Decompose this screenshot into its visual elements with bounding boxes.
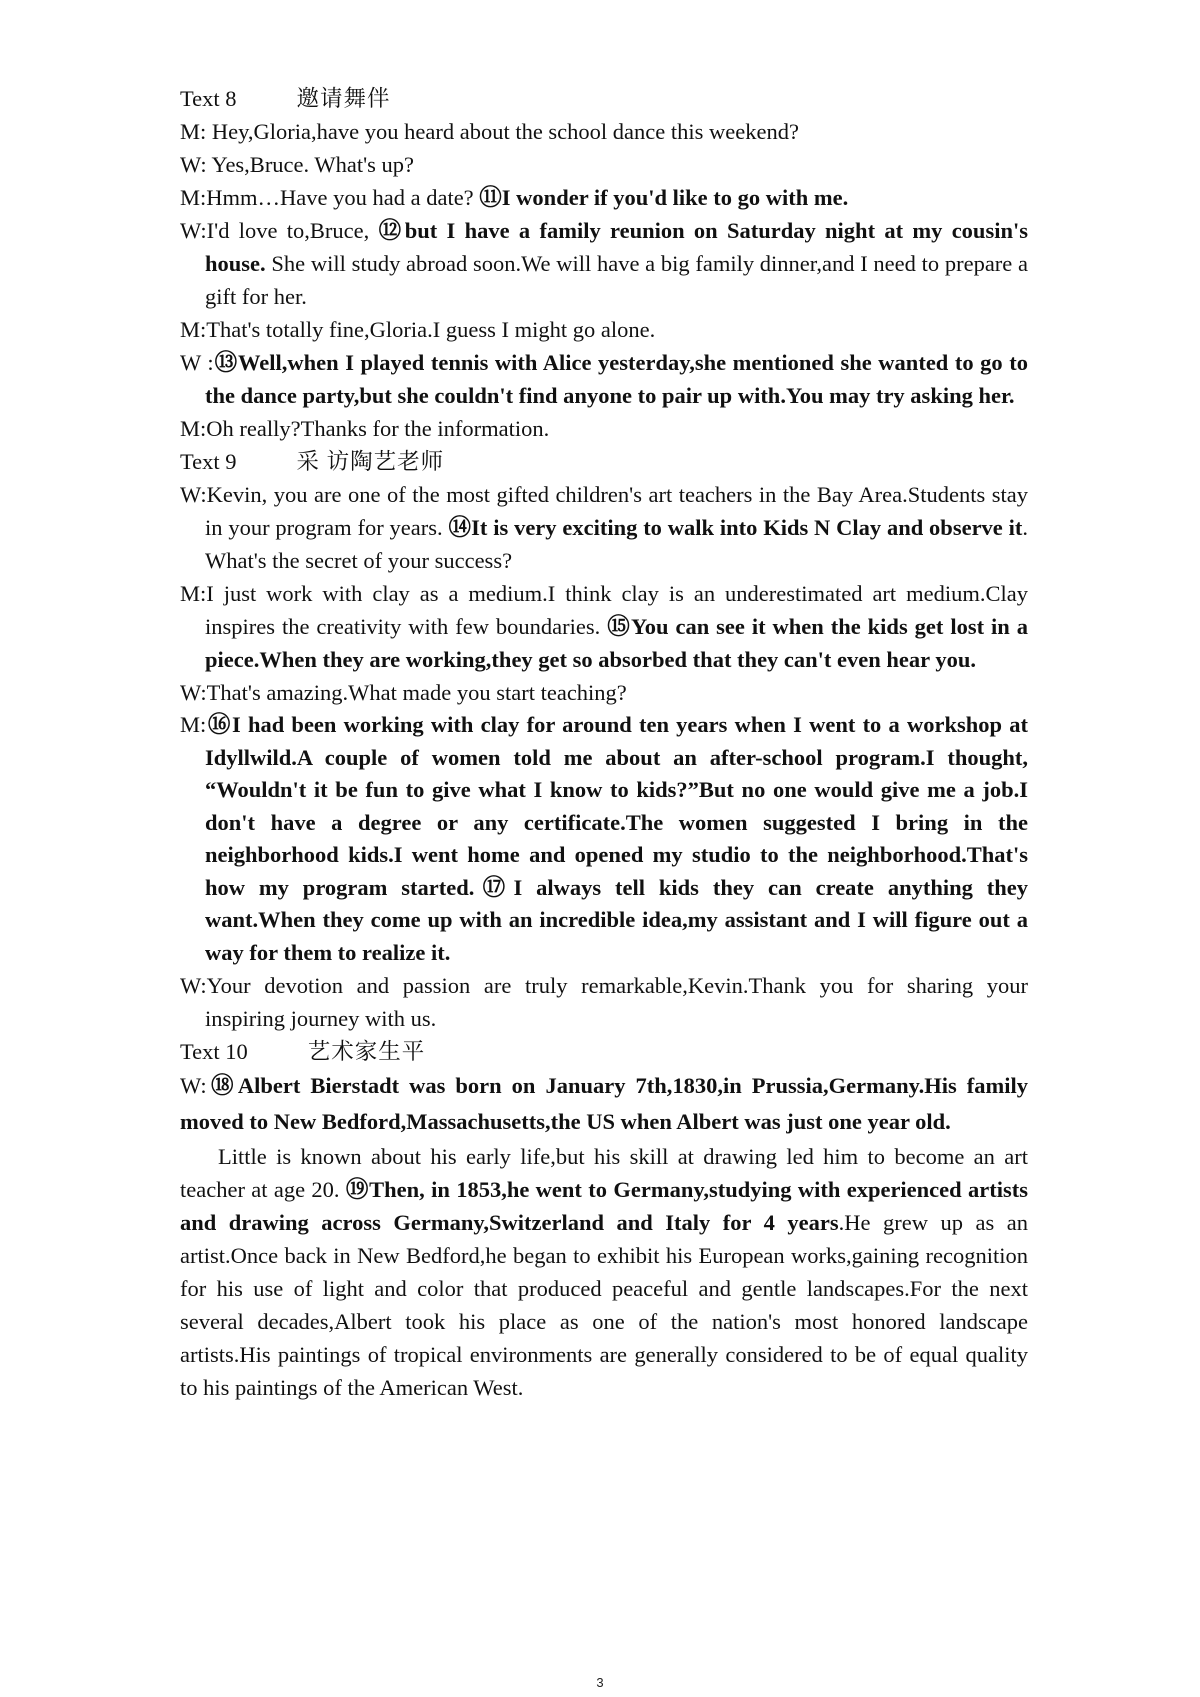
dialogue-line <box>180 969 1028 1035</box>
dialogue-line <box>180 577 1028 676</box>
dialogue-text: W:Your devotion and passion are truly remarkable,Kevin.Thank you for sharing your inspiring journey with us. <box>180 973 1028 1031</box>
dialogue-text: W : <box>180 350 214 375</box>
section-label: Text 10 <box>180 1039 248 1064</box>
section-label: Text 8 <box>180 86 237 111</box>
dialogue-line <box>180 346 1028 412</box>
dialogue-text: W:Kevin, you are one of the most gifted children's art teachers in the Bay Area.Students stay in your program for years. <box>180 482 1028 540</box>
dialogue-text: W: Yes,Bruce. What's up? <box>180 152 415 177</box>
key-sentence: ⑪I wonder if you'd like to go with me. <box>479 185 849 210</box>
key-sentence: ⑫but I have a family reunion on Saturday night at my cousin's house. <box>205 218 1028 276</box>
dialogue-text: W: <box>180 1073 207 1098</box>
dialogue-line <box>180 709 1028 969</box>
dialogue-text: M: Hey,Gloria,have you heard about the school dance this weekend? <box>180 119 799 144</box>
dialogue-text: . What's the secret of your success? <box>205 515 1028 573</box>
dialogue-line <box>180 181 1028 214</box>
narrative-paragraph <box>180 1140 1028 1404</box>
key-sentence: ⑱Albert Bierstadt was born on January 7th,1830,in Prussia,Germany.His family moved to New Bedford,Massachusetts,the US when Albert was just one year old. <box>180 1073 1028 1134</box>
dialogue-text: W:That's amazing.What made you start teaching? <box>180 680 627 705</box>
dialogue-line <box>180 148 1028 181</box>
dialogue-text: M:That's totally fine,Gloria.I guess I might go alone. <box>180 317 656 342</box>
text8-heading <box>180 82 1028 115</box>
paragraph-text: Little is known about his early life,but his skill at drawing led him to become an art teacher at age 20. <box>180 1144 1028 1202</box>
dialogue-text: M: <box>180 712 207 737</box>
text10-heading <box>180 1035 1028 1068</box>
dialogue-text: M:I just work with clay as a medium.I think clay is an underestimated art medium.Clay inspires the creativity with few boundaries. <box>180 581 1028 639</box>
narrative-paragraph <box>180 1068 1028 1140</box>
text9-heading <box>180 445 1028 478</box>
dialogue-text: She will study abroad soon.We will have a big family dinner,and I need to prepare a gift for her. <box>205 251 1028 309</box>
dialogue-line <box>180 214 1028 313</box>
key-sentence: ⑮You can see it when the kids get lost in a piece.When they are working,they get so absorbed that they can't even hear you. <box>205 614 1028 672</box>
dialogue-line <box>180 412 1028 445</box>
dialogue-line <box>180 115 1028 148</box>
document-page <box>180 82 1028 1404</box>
key-sentence: ⑲Then, in 1853,he went to Germany,studying with experienced artists and drawing across Germany,Switzerland and Italy for 4 years <box>180 1177 1028 1235</box>
dialogue-line <box>180 676 1028 709</box>
section-chinese-title: 艺术家生平 <box>307 1039 426 1064</box>
section-chinese-title: 采 访陶艺老师 <box>296 449 445 474</box>
paragraph-text: .He grew up as an artist.Once back in New Bedford,he began to exhibit his European works,gaining recognition for his use of light and color that produced peaceful and gentle landscapes.For the next several decades,Albert took his place as one of the nation's most honored landscape artists.His paintings of tropical environments are generally considered to be of equal quality to his paintings of the American West. <box>180 1210 1028 1400</box>
dialogue-text: W:I'd love to,Bruce, <box>180 218 379 243</box>
page-number: 3 <box>596 1675 604 1690</box>
key-sentence: ⑬Well,when I played tennis with Alice yesterday,she mentioned she wanted to go to the dance party,but she couldn't find anyone to pair up with.You may try asking her. <box>205 350 1028 408</box>
dialogue-line <box>180 313 1028 346</box>
dialogue-line <box>180 478 1028 577</box>
key-sentence: ⑭It is very exciting to walk into Kids N Clay and observe it <box>448 515 1023 540</box>
key-sentence: ⑯I had been working with clay for around ten years when I went to a workshop at Idyllwild.A couple of women told me about an after-school program.I thought, “Wouldn't it be fun to give what I know to kids?”But no one would give me a job.I don't have a degree or any certificate.The women suggested I bring in the neighborhood kids.I went home and opened my studio to the neighborhood.That's how my program started.⑰I always tell kids they can create anything they want.When they come up with an incredible idea,my assistant and I will figure out a way for them to realize it. <box>205 712 1028 965</box>
section-label: Text 9 <box>180 449 237 474</box>
dialogue-text: M:Oh really?Thanks for the information. <box>180 416 550 441</box>
dialogue-text: M:Hmm…Have you had a date? <box>180 185 480 210</box>
section-chinese-title: 邀请舞伴 <box>296 86 391 111</box>
